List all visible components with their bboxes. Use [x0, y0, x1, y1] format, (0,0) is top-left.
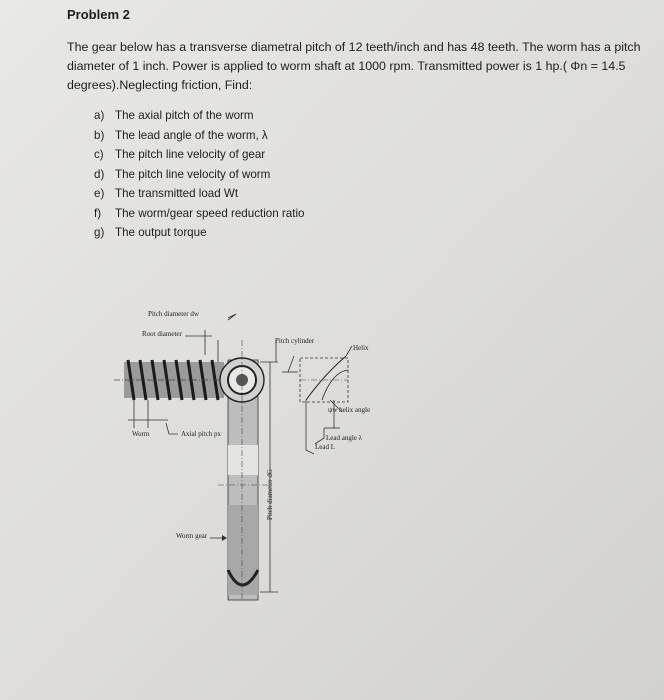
- question-label: f): [94, 206, 102, 220]
- question-item: [94, 187, 304, 207]
- question-text: The axial pitch of the worm: [115, 109, 254, 122]
- statement-line: diameter of 1 inch. Power is applied to worm shaft at 1000 rpm. Transmitted power is 1 hp.( Φn = 14.5: [67, 59, 626, 73]
- label-lead-angle: Lead angle λ: [326, 434, 363, 442]
- question-text: The pitch line velocity of worm: [115, 167, 271, 181]
- question-label: b): [94, 128, 105, 142]
- question-text: The worm/gear speed reduction ratio: [115, 206, 305, 220]
- question-item: [94, 226, 304, 246]
- worm-gear-figure: [110, 300, 400, 610]
- problem-title: Problem 2: [67, 7, 130, 22]
- question-label: d): [94, 167, 105, 181]
- worm-thread: [114, 360, 236, 400]
- worm-gear-body: [218, 340, 268, 600]
- statement-line: The gear below has a transverse diametral pitch of 12 teeth/inch and has 48 teeth. The worm has a pitch: [67, 40, 641, 54]
- question-item: [94, 129, 304, 149]
- label-pitch-diameter-worm: Pitch diameter dw: [148, 310, 199, 318]
- label-root-diameter: Root diameter: [142, 330, 182, 338]
- label-worm: Worm: [132, 430, 150, 438]
- question-label: c): [94, 148, 104, 161]
- question-list: [94, 109, 304, 246]
- question-text: The output torque: [115, 226, 207, 239]
- label-lead: Lead L: [315, 443, 336, 451]
- question-label: a): [94, 109, 105, 122]
- label-pitch-diameter-gear: Pitch diameter dG: [266, 469, 274, 520]
- question-label: e): [94, 187, 105, 200]
- label-pitch-cylinder: Pitch cylinder: [275, 337, 315, 345]
- question-text: The transmitted load Wt: [115, 187, 239, 200]
- statement-line: degrees).Neglecting friction, Find:: [67, 78, 253, 92]
- question-text: The pitch line velocity of gear: [115, 148, 266, 161]
- label-helix-angle: ψw helix angle: [328, 406, 371, 414]
- problem-statement: [67, 38, 647, 95]
- question-text: The lead angle of the worm, λ: [115, 128, 268, 142]
- question-item: [94, 109, 304, 129]
- question-item: [94, 148, 304, 168]
- pitch-cylinder: [300, 356, 348, 402]
- question-item: [94, 207, 304, 227]
- question-label: g): [94, 226, 105, 239]
- label-helix: Helix: [353, 344, 369, 352]
- label-axial-pitch: Axial pitch px: [181, 430, 222, 438]
- question-item: [94, 168, 304, 188]
- label-worm-gear: Worm gear: [176, 532, 208, 540]
